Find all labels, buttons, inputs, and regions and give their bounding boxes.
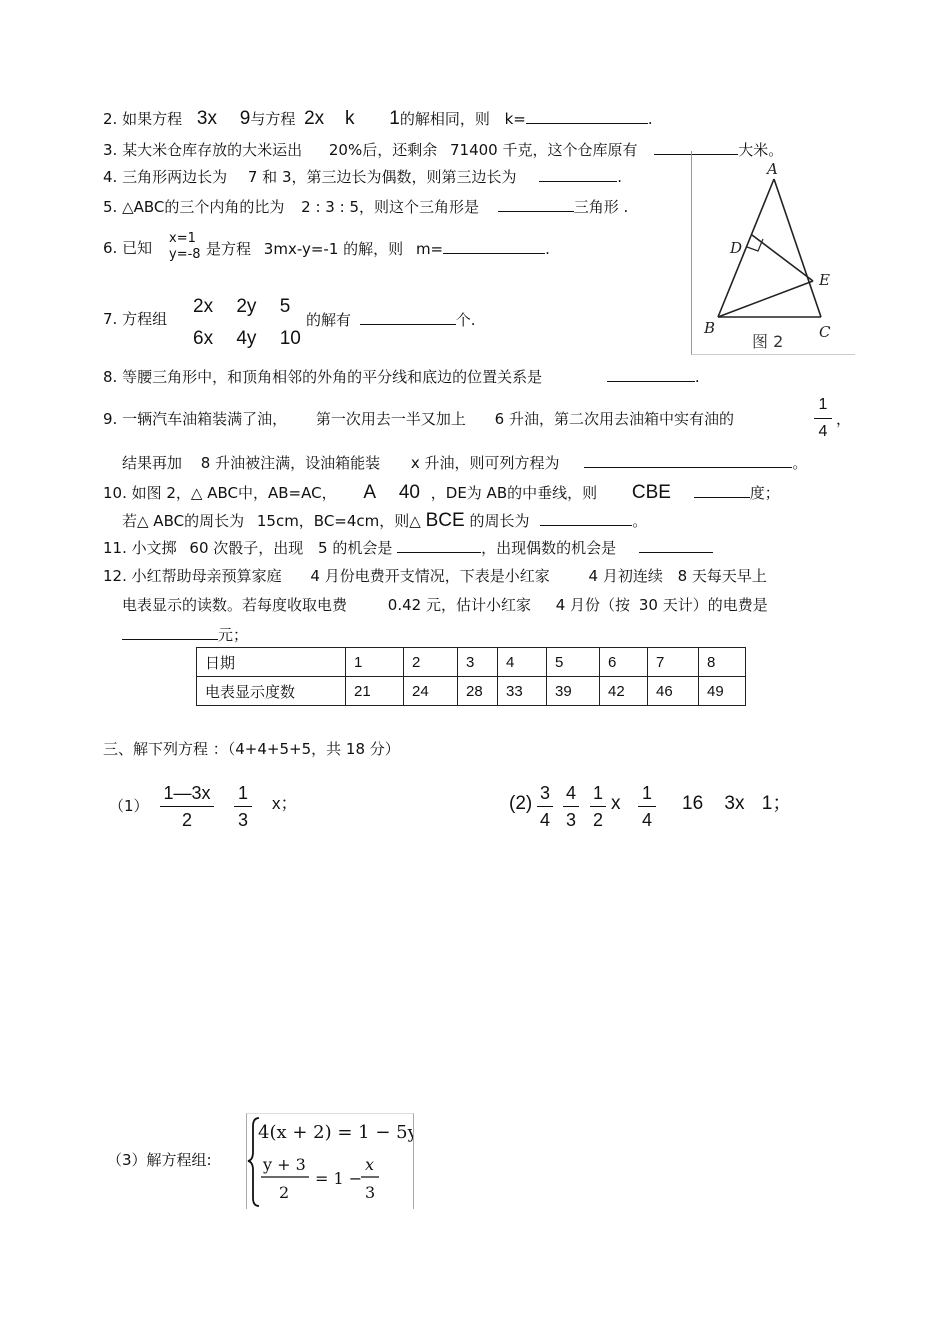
problem-1-tail: x； <box>272 794 298 813</box>
table-cell: 8 <box>699 648 746 677</box>
question-8: 8. 等腰三角形中，和顶角相邻的外角的平分线和底边的位置关系是 . <box>103 368 700 386</box>
table-cell: 39 <box>547 677 600 706</box>
table-cell: 28 <box>458 677 498 706</box>
question-10: 10. 如图 2，△ ABC中，AB=AC， A 40 ，DE为 AB的中垂线，则 CBE 度； <box>103 482 780 503</box>
figure-2 <box>691 151 855 355</box>
question-5: 5. △ABC的三个内角的比为 2 : 3 : 5，则这个三角形是 三角形 . <box>103 198 629 216</box>
answer-blank[interactable] <box>639 537 713 553</box>
fraction: 1 2 <box>590 782 606 831</box>
answer-blank[interactable] <box>498 196 574 212</box>
system-row-1: 2x 2y 5 <box>193 296 291 317</box>
vertex-label-a: A <box>767 160 778 178</box>
problem-1-label: （1） <box>109 797 149 815</box>
table-cell: 46 <box>648 677 699 706</box>
answer-blank[interactable] <box>526 108 648 124</box>
table-cell: 1 <box>346 648 404 677</box>
equation-2-numerator: y + 3 <box>263 1155 306 1174</box>
answer-blank[interactable] <box>122 624 218 640</box>
answer-blank[interactable] <box>539 166 617 182</box>
triangle-diagram <box>692 151 855 354</box>
fraction-one-quarter: 1 4 <box>814 394 832 443</box>
question-6: 是方程 3mx-y=-1 的解，则 m= . <box>206 240 550 258</box>
answer-blank[interactable] <box>397 537 481 553</box>
meter-reading-table <box>196 647 746 706</box>
question-12-cont: 电表显示的读数。若每度收取电费 0.42 元，估计小红家 4 月份（按 30 天计）的电费是 <box>122 596 768 614</box>
equation-2-x-denominator: 3 <box>365 1183 376 1202</box>
table-cell: 49 <box>699 677 746 706</box>
question-9-comma: ， <box>836 410 852 428</box>
section-3-title: 三、解下列方程 ：（4+4+5+5，共 18 分） <box>103 740 400 758</box>
question-11: 11. 小文掷 60 次骰子，出现 5 的机会是 ，出现偶数的机会是 <box>103 537 713 558</box>
table-cell: 4 <box>498 648 547 677</box>
table-cell: 24 <box>404 677 458 706</box>
question-12-answer: 元； <box>122 624 248 645</box>
fraction: 1 4 <box>638 782 656 831</box>
equation-2-middle: = 1 − <box>315 1169 363 1188</box>
point-label-d: D <box>730 239 743 257</box>
question-7-label: 7. 方程组 <box>103 310 168 328</box>
table-cell: 7 <box>648 648 699 677</box>
problem-3-label: （3）解方程组: <box>107 1151 212 1169</box>
variable-x: x <box>611 793 621 814</box>
vertex-label-c: C <box>819 323 831 341</box>
vertex-label-b: B <box>704 319 716 337</box>
equation-system <box>247 1114 413 1209</box>
equation-2-x-numerator: x <box>365 1155 375 1174</box>
answer-blank[interactable] <box>360 309 456 325</box>
given-y: y=-8 <box>169 247 201 262</box>
fraction: 1 3 <box>234 782 252 831</box>
question-9: 9. 一辆汽车油箱装满了油， 第一次用去一半又加上 6 升油，第二次用去油箱中实有油的 <box>103 410 734 428</box>
question-6-label: 6. 已知 <box>103 239 153 257</box>
answer-blank[interactable] <box>694 482 750 498</box>
answer-blank[interactable] <box>443 238 545 254</box>
question-2: 2. 如果方程 3x 9与方程 2x k 1的解相同，则 k= . <box>103 108 653 129</box>
question-3: 3. 某大米仓库存放的大米运出 20%后，还剩余 71400 千克，这个仓库原有 大米。 <box>103 141 784 159</box>
question-9-cont: 结果再加 8 升油被注满，设油箱能装 x 升油，则可列方程为 。 <box>122 454 808 472</box>
table-cell: 33 <box>498 677 547 706</box>
table-cell: 日期 <box>197 648 346 677</box>
question-4: 4. 三角形两边长为 7 和 3，第三边长为偶数，则第三边长为 . <box>103 168 623 186</box>
table-cell: 5 <box>547 648 600 677</box>
answer-blank[interactable] <box>607 366 695 382</box>
equation-system-image <box>246 1113 414 1209</box>
fraction: 4 3 <box>563 782 579 831</box>
table-cell: 2 <box>404 648 458 677</box>
question-12: 12. 小红帮助母亲预算家庭 4 月份电费开支情况，下表是小红家 4 月初连续 8 天每天早上 <box>103 567 767 585</box>
system-row-2: 6x 4y 10 <box>193 328 301 349</box>
problem-2-tail: 16 3x 1； <box>682 793 792 814</box>
table-cell: 电表显示度数 <box>197 677 346 706</box>
figure-caption: 图 2 <box>752 332 784 351</box>
given-x: x=1 <box>169 231 196 246</box>
equation-1: 4(x + 2) = 1 − 5y <box>258 1122 413 1143</box>
table-cell: 3 <box>458 648 498 677</box>
question-7: 的解有 个. <box>306 311 476 329</box>
question-10-cont: 若△ ABC的周长为 15cm，BC=4cm，则△ BCE 的周长为 。 <box>122 510 648 531</box>
table-cell: 21 <box>346 677 404 706</box>
equation-2-denominator: 2 <box>279 1183 290 1202</box>
point-label-e: E <box>819 271 830 289</box>
table-row <box>197 677 746 706</box>
table-cell: 42 <box>600 677 648 706</box>
table-row <box>197 648 746 677</box>
table-cell: 6 <box>600 648 648 677</box>
answer-blank[interactable] <box>584 452 792 468</box>
fraction: 3 4 <box>537 782 553 831</box>
answer-blank[interactable] <box>540 510 632 526</box>
fraction: 1—3x 2 <box>160 782 214 831</box>
problem-2-label: (2) <box>509 793 533 814</box>
